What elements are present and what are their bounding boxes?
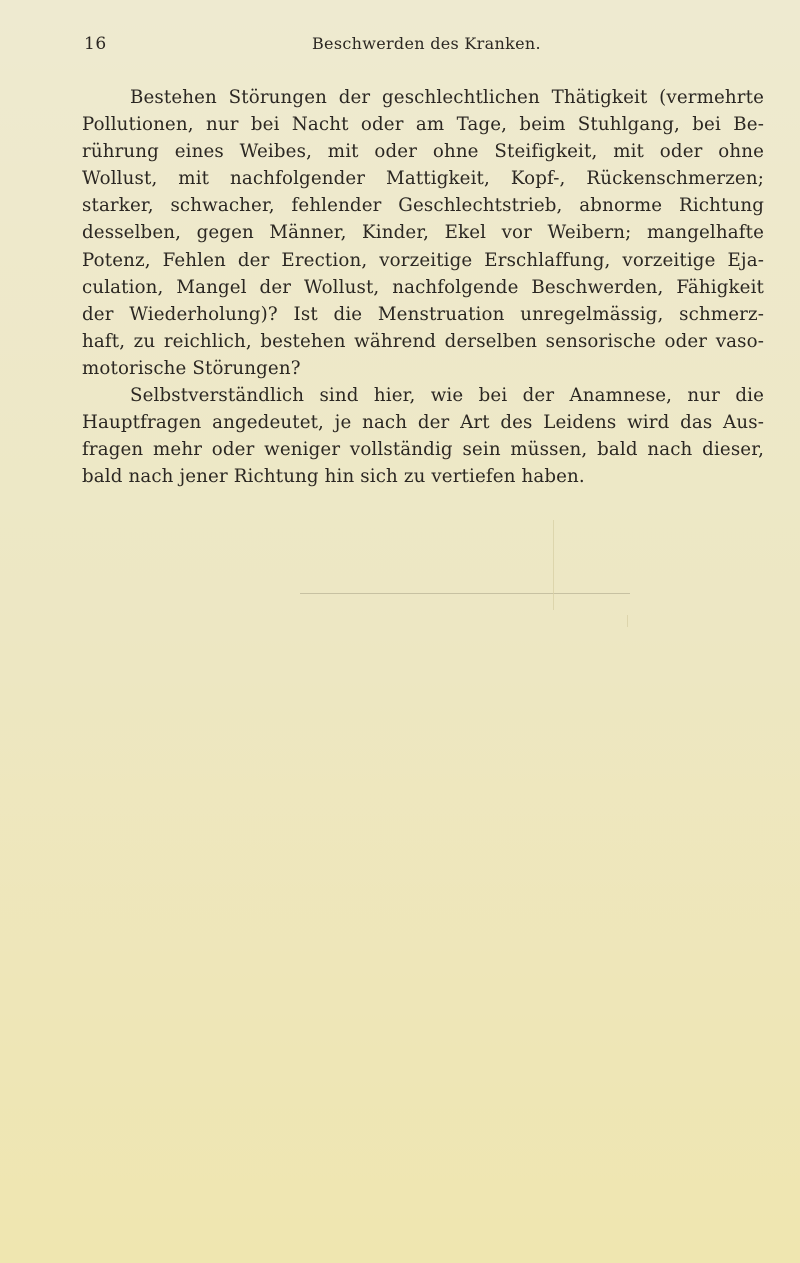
text-line: Selbstverständlich sind hier, wie bei der Anamnese, nur die	[130, 385, 764, 407]
text-line: starker, schwacher, fehlender Geschlechtstrieb, abnorme Richtung	[82, 195, 764, 217]
text-line: haft, zu reichlich, bestehen während derselben sensorische oder vaso-	[82, 330, 764, 352]
page-header	[84, 34, 764, 58]
page-number: 16	[84, 34, 107, 54]
text-line: Pollutionen, nur bei Nacht oder am Tage, beim Stuhlgang, bei Be-	[82, 114, 764, 136]
body-text	[82, 84, 764, 490]
section-divider	[300, 593, 630, 594]
running-title: Beschwerden des Kranken.	[312, 34, 541, 53]
text-line: Bestehen Störungen der geschlechtlichen Thätigkeit (vermehrte	[130, 87, 764, 108]
text-line: desselben, gegen Männer, Kinder, Ekel vor Weibern; mangelhafte	[82, 222, 764, 244]
text-line: rührung eines Weibes, mit oder ohne Steifigkeit, mit oder ohne	[82, 141, 764, 163]
text-line: motorische Störungen?	[82, 357, 301, 379]
text-line: fragen mehr oder weniger vollständig sein müssen, bald nach dieser,	[82, 439, 764, 461]
text-line: Hauptfragen angedeutet, je nach der Art des Leidens wird das Aus-	[82, 412, 764, 434]
paper-crease	[553, 520, 554, 610]
text-line: Wollust, mit nachfolgender Mattigkeit, Kopf-, Rückenschmerzen;	[82, 168, 764, 190]
text-line: der Wiederholung)? Ist die Menstruation unregelmässig, schmerz-	[82, 303, 764, 325]
text-line: bald nach jener Richtung hin sich zu vertiefen haben.	[82, 466, 585, 488]
text-line: culation, Mangel der Wollust, nachfolgende Beschwerden, Fähigkeit	[82, 276, 764, 298]
text-line: Potenz, Fehlen der Erection, vorzeitige Erschlaffung, vorzeitige Eja-	[82, 249, 764, 271]
paper-speck	[627, 615, 628, 627]
